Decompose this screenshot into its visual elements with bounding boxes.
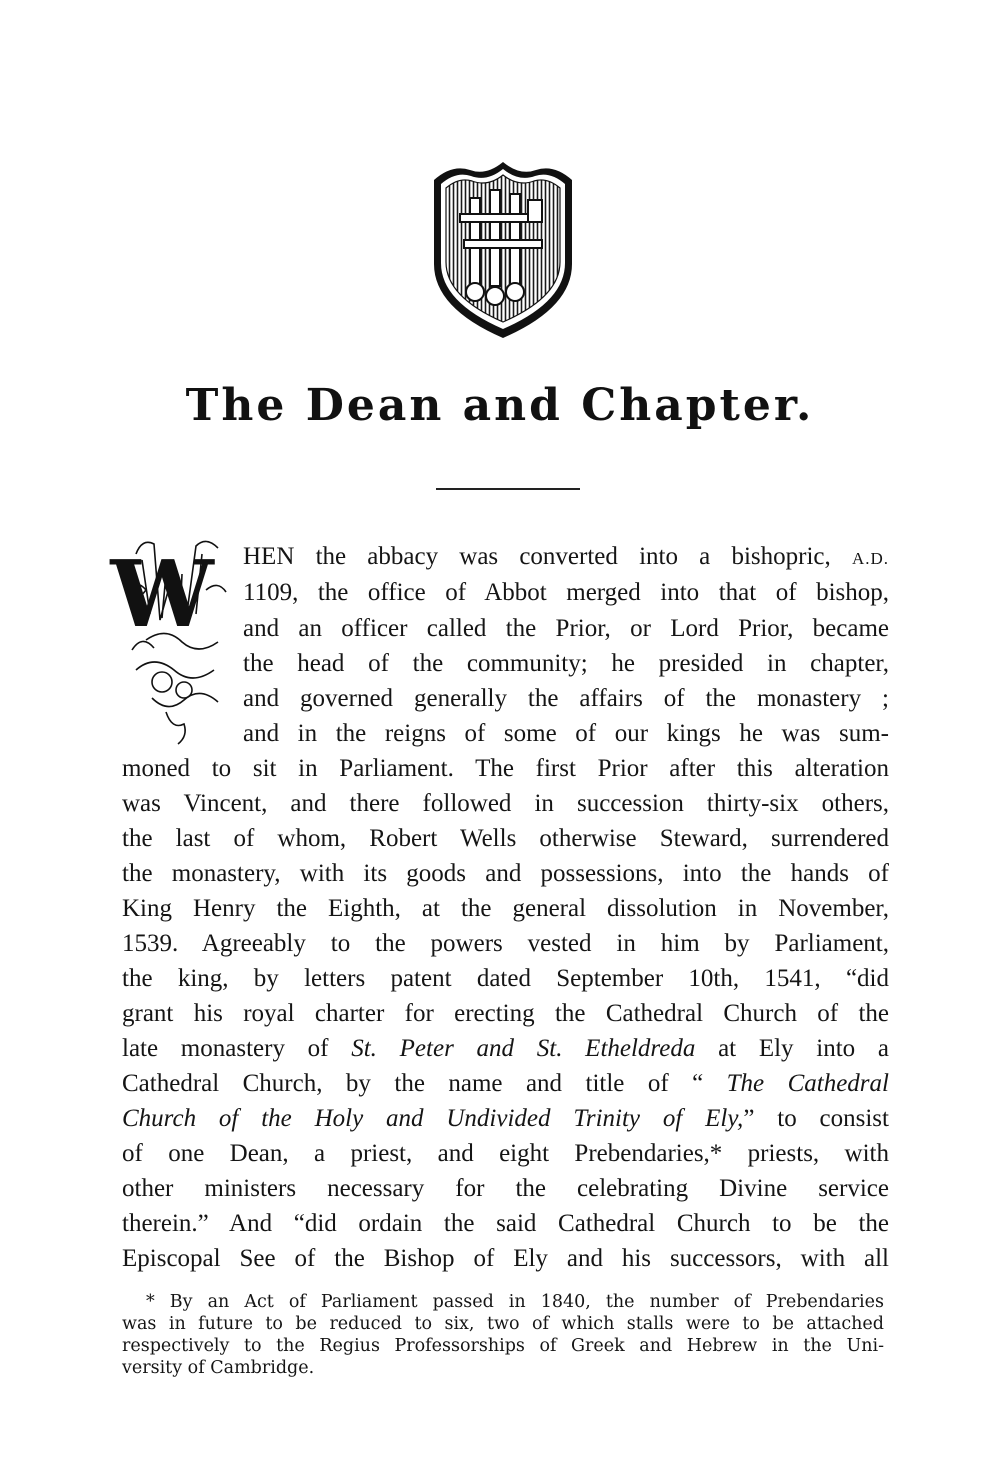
title-rule-divider — [436, 488, 580, 490]
body-line-6: and in the reigns of some of our kings he was sum- — [243, 720, 889, 747]
body-line-13: the king, by letters patent dated September 10th, 1541, “did — [122, 965, 889, 992]
body-line-15: late monastery of St. Peter and St. Etheldreda at Ely into a — [122, 1035, 889, 1062]
body-line-19: other ministers necessary for the celebrating Divine service — [122, 1175, 889, 1202]
body-line-7: moned to sit in Parliament. The first Prior after this alteration — [122, 755, 889, 782]
body-line-18: of one Dean, a priest, and eight Prebendaries,* priests, with — [122, 1140, 889, 1167]
body-line-16: Cathedral Church, by the name and title of “ The Cathedral — [122, 1070, 889, 1097]
footnote-line-1: * By an Act of Parliament passed in 1840, the number of Prebendaries — [146, 1292, 884, 1312]
footnote-line-3: respectively to the Regius Professorships of Greek and Hebrew in the Uni- — [122, 1336, 884, 1356]
cathedral-shield-emblem — [428, 158, 578, 340]
drop-cap-ornament — [110, 530, 234, 750]
body-line-10: the monastery, with its goods and possessions, into the hands of — [122, 860, 889, 887]
footnote-line-4: versity of Cambridge. — [122, 1358, 315, 1378]
body-line-2: 1109, the office of Abbot merged into that of bishop, — [243, 579, 889, 606]
body-line-5: and governed generally the affairs of the monastery ; — [243, 685, 889, 712]
footnote-line-2: was in future to be reduced to six, two of which stalls were to be attached — [122, 1314, 884, 1334]
body-line-8: was Vincent, and there followed in succession thirty-six others, — [122, 790, 889, 817]
body-line-3: and an officer called the Prior, or Lord Prior, became — [243, 615, 889, 642]
body-line-4: the head of the community; he presided in chapter, — [243, 650, 889, 677]
body-line-1: HEN the abbacy was converted into a bishopric, A.D. — [243, 543, 889, 570]
body-line-17: Church of the Holy and Undivided Trinity of Ely,” to consist — [122, 1105, 889, 1132]
body-line-11: King Henry the Eighth, at the general dissolution in November, — [122, 895, 889, 922]
body-line-14: grant his royal charter for erecting the Cathedral Church of the — [122, 1000, 889, 1027]
body-line-12: 1539. Agreeably to the powers vested in him by Parliament, — [122, 930, 889, 957]
body-line-21: Episcopal See of the Bishop of Ely and his successors, with all — [122, 1245, 889, 1272]
body-line-20: therein.” And “did ordain the said Cathedral Church to be the — [122, 1210, 889, 1237]
body-line-9: the last of whom, Robert Wells otherwise Steward, surrendered — [122, 825, 889, 852]
chapter-title: The Dean and Chapter. — [185, 380, 815, 431]
drop-cap-letter: W — [110, 540, 214, 648]
